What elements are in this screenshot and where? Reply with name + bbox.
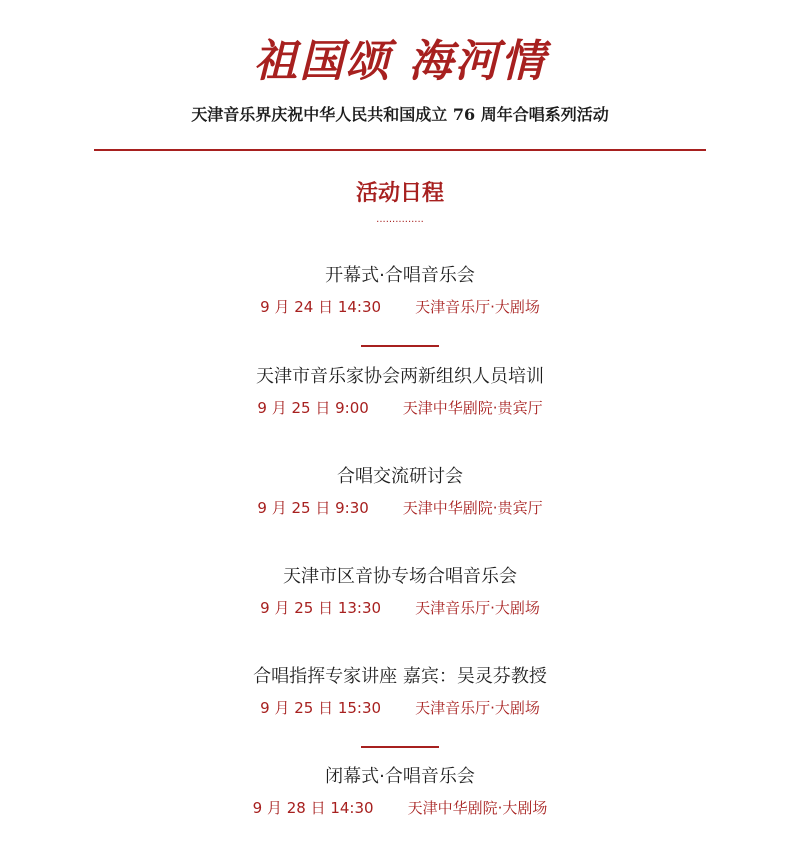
event-info <box>0 698 800 718</box>
brand-title: 祖国颂 海河情 <box>253 36 547 87</box>
page-subtitle: 天津音乐界庆祝中华人民共和国成立 76 周年合唱系列活动 <box>191 105 609 124</box>
section-dots-ornament: ............... <box>376 214 424 225</box>
event-venue: 天津音乐厅·大剧场 <box>415 298 540 316</box>
event-name: 合唱指挥专家讲座 嘉宾：吴灵芬教授 <box>253 666 547 687</box>
event-time: 9 月 25 日 13:30 <box>260 599 382 617</box>
event-name: 闭幕式·合唱音乐会 <box>325 766 475 787</box>
section-title: 活动日程 <box>355 180 444 206</box>
event-item-closing <box>0 764 800 818</box>
event-venue: 天津音乐厅·大剧场 <box>415 599 540 617</box>
event-name: 天津市区音协专场合唱音乐会 <box>283 566 517 587</box>
event-item-seminar <box>0 464 800 518</box>
event-venue: 天津中华剧院·大剧场 <box>407 799 548 817</box>
event-time: 9 月 24 日 14:30 <box>260 298 382 316</box>
event-info <box>0 398 800 418</box>
event-info <box>0 798 800 818</box>
event-divider <box>361 746 439 748</box>
header-divider <box>94 149 706 151</box>
event-item-district-concert <box>0 564 800 618</box>
event-item-opening <box>0 263 800 317</box>
event-item-training <box>0 364 800 418</box>
event-info <box>0 297 800 317</box>
event-info <box>0 598 800 618</box>
event-info <box>0 498 800 518</box>
event-time: 9 月 25 日 9:30 <box>257 499 369 517</box>
event-venue: 天津中华剧院·贵宾厅 <box>402 499 543 517</box>
event-time: 9 月 25 日 9:00 <box>257 399 369 417</box>
event-item-lecture <box>0 664 800 718</box>
event-time: 9 月 25 日 15:30 <box>260 699 382 717</box>
event-venue: 天津中华剧院·贵宾厅 <box>402 399 543 417</box>
event-time: 9 月 28 日 14:30 <box>252 799 374 817</box>
event-name: 开幕式·合唱音乐会 <box>325 265 475 286</box>
event-venue: 天津音乐厅·大剧场 <box>415 699 540 717</box>
event-divider <box>361 345 439 347</box>
event-name: 天津市音乐家协会两新组织人员培训 <box>256 366 544 387</box>
event-name: 合唱交流研讨会 <box>337 466 463 487</box>
